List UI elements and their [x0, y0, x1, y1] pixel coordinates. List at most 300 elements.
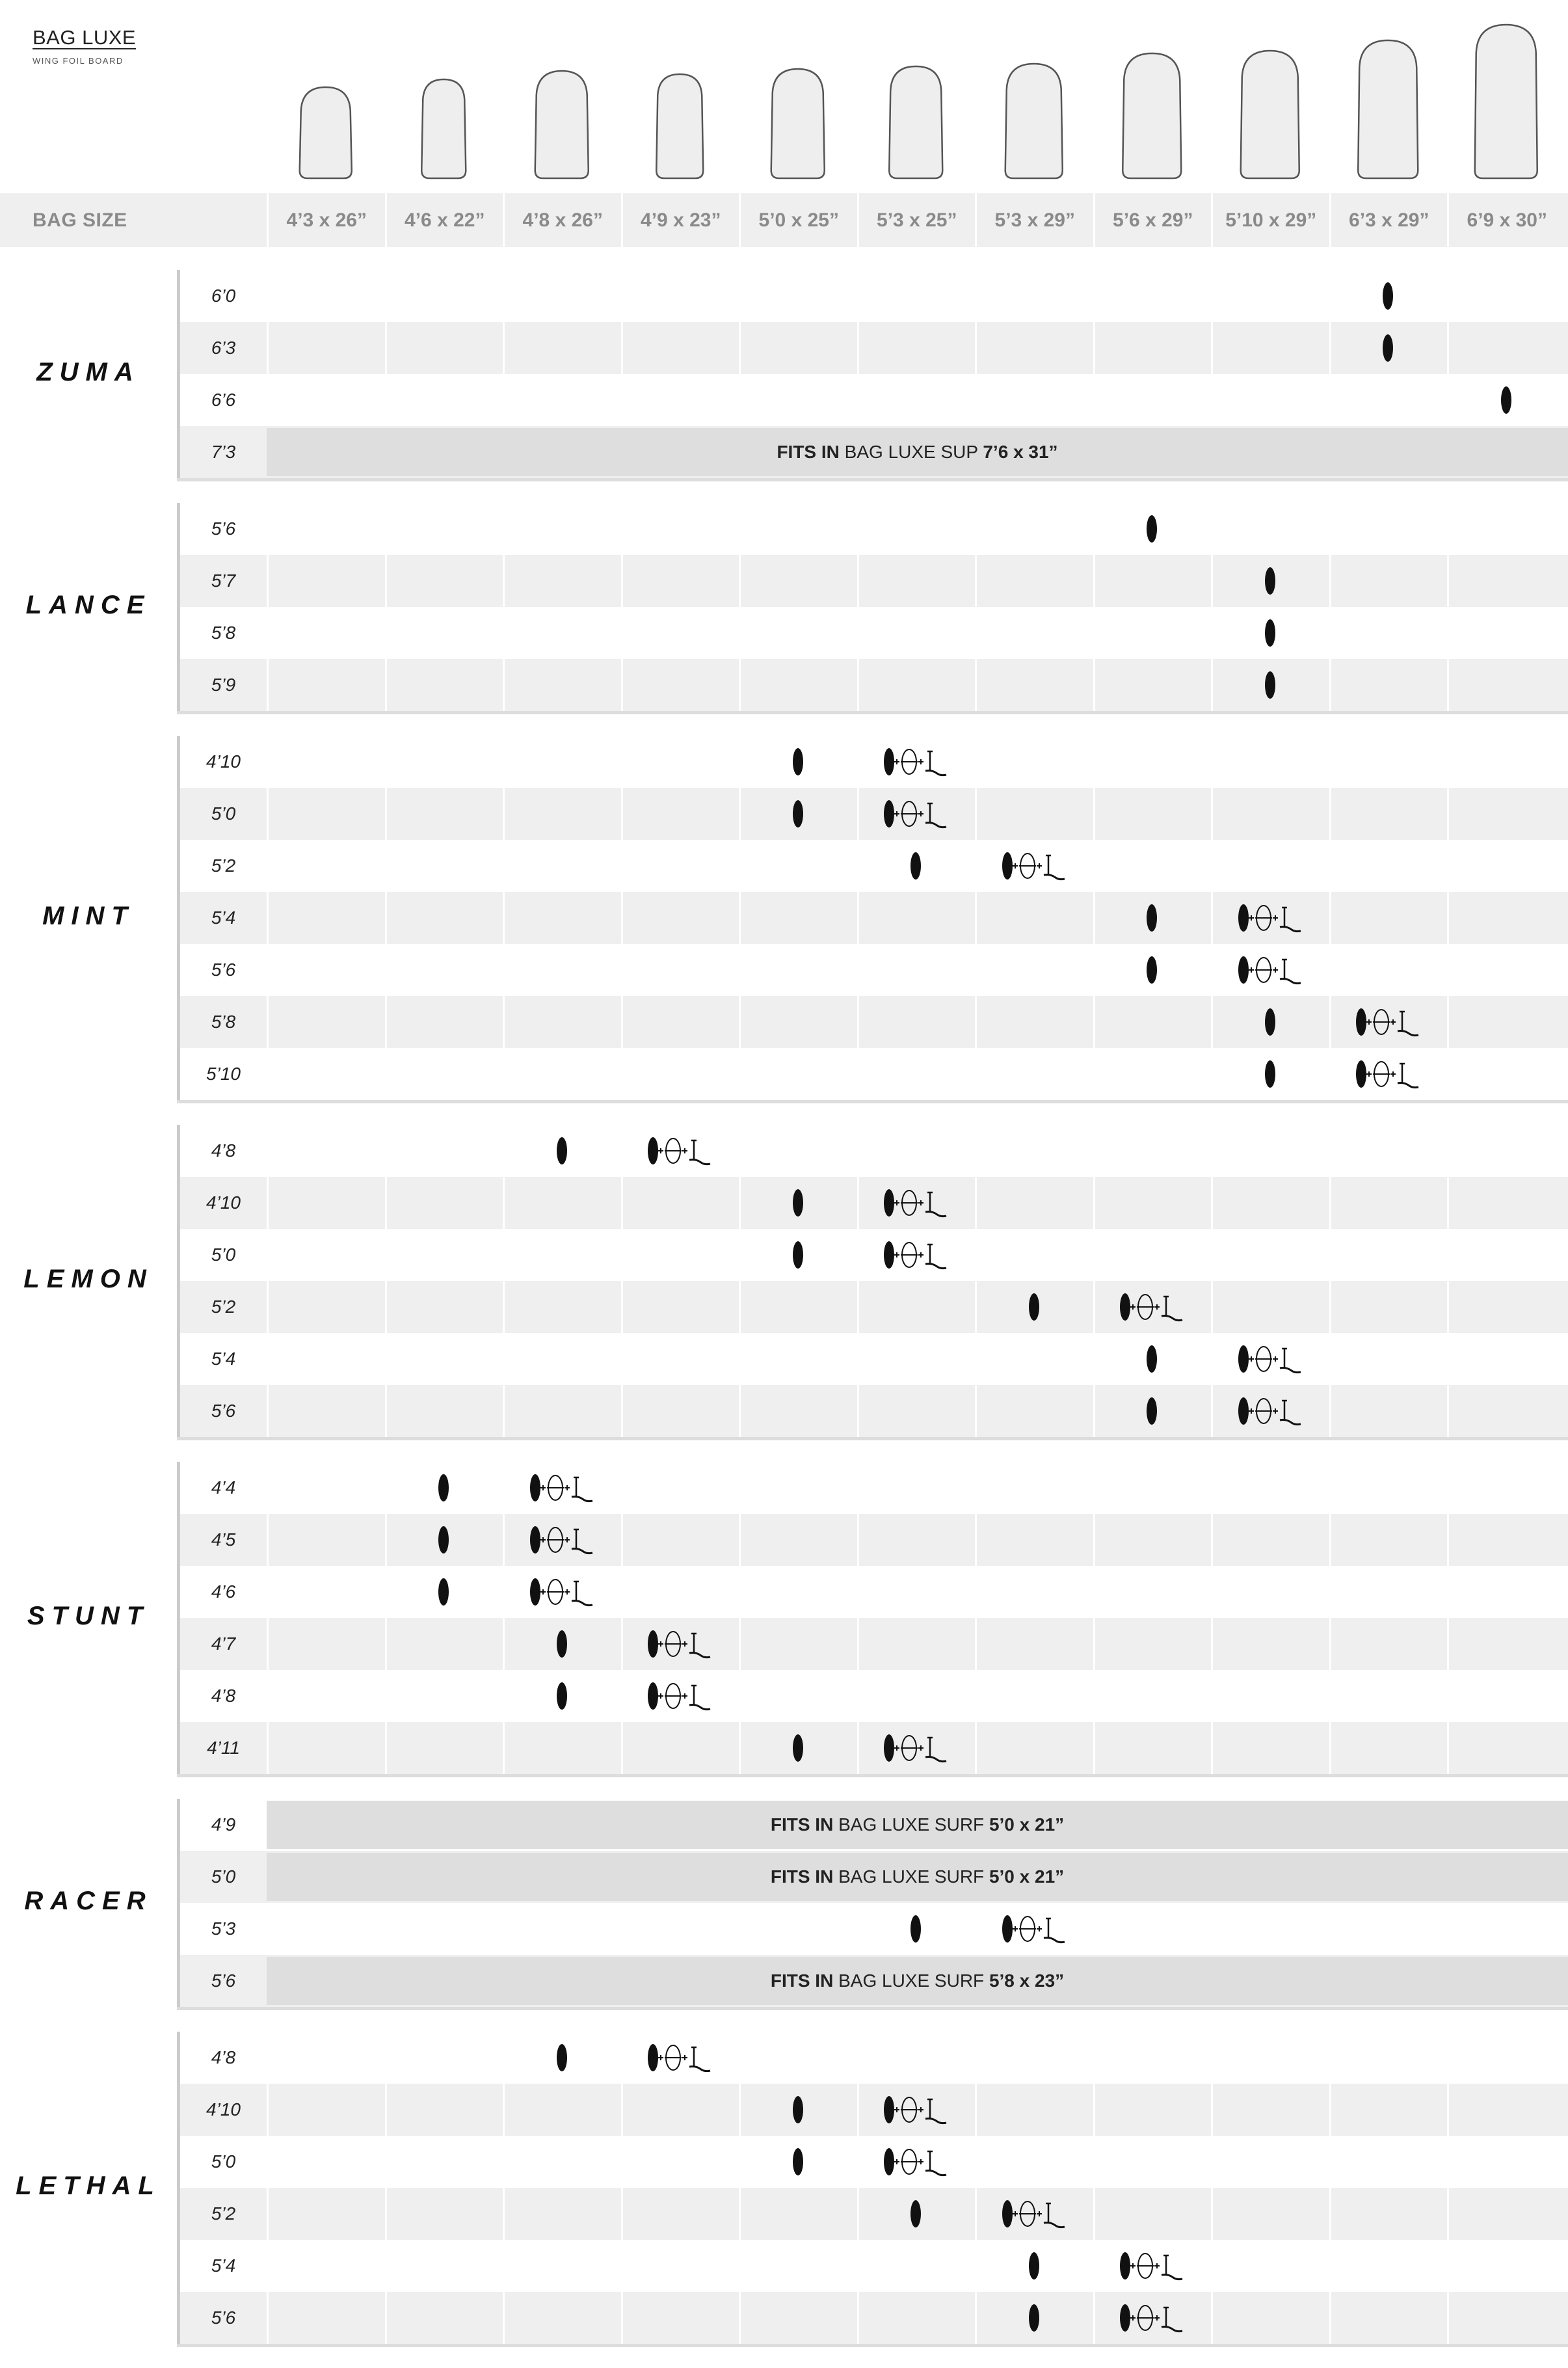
grid-cell [385, 322, 503, 374]
grid-cell [621, 659, 739, 711]
grid-cell [1329, 1722, 1448, 1774]
board-size-label: 6’3 [211, 338, 236, 358]
board-plus-foil-plus-mast-icon [1116, 2240, 1188, 2292]
grid-cell [857, 2292, 976, 2344]
bag-size-header-cell: 4’8 x 26” [503, 193, 621, 247]
grid-cell [267, 892, 385, 944]
grid-cell [739, 996, 857, 1048]
board-icon [1380, 322, 1396, 374]
board-size-label: 5’4 [211, 908, 236, 928]
grid-cell [975, 1125, 1093, 1177]
grid-cell [267, 996, 385, 1048]
table-row [180, 270, 1568, 322]
grid-cell [739, 2188, 857, 2240]
grid-cell [739, 944, 857, 996]
grid-cell [1211, 1903, 1329, 1955]
grid-cell [1447, 1462, 1565, 1514]
bag-outline-2 [421, 79, 466, 178]
board-size-label: 5’4 [211, 1349, 236, 1369]
grid-cell [739, 892, 857, 944]
table-row [180, 736, 1568, 788]
board-plus-foil-plus-mast-icon [526, 1514, 598, 1566]
table-row [180, 944, 1568, 996]
grid-cell [385, 1125, 503, 1177]
grid-cell [857, 607, 976, 659]
grid-cell [621, 1333, 739, 1385]
grid-cell [267, 1125, 385, 1177]
grid-cell [267, 1462, 385, 1514]
grid-cell [385, 2136, 503, 2188]
table-row [180, 1514, 1568, 1566]
grid-cell [621, 944, 739, 996]
grid-cell [267, 1566, 385, 1618]
model-group-divider [177, 2007, 1568, 2010]
grid-cell [503, 892, 621, 944]
table-row [180, 1851, 1568, 1903]
grid-cell [857, 2032, 976, 2084]
grid-cell [1211, 270, 1329, 322]
grid-cell [503, 944, 621, 996]
grid-cell [1211, 1514, 1329, 1566]
model-group-divider [177, 478, 1568, 481]
model-name: STUNT [27, 1602, 150, 1630]
grid-cell [1447, 1385, 1565, 1437]
grid-cell [267, 607, 385, 659]
bag-size-header-cell: 4’3 x 26” [267, 193, 385, 247]
board-size-label: 5’0 [211, 1866, 236, 1887]
grid-cell [267, 503, 385, 555]
board-icon [908, 840, 924, 892]
grid-cell [385, 892, 503, 944]
grid-cell [385, 1903, 503, 1955]
table-row [180, 1722, 1568, 1774]
bag-size-header-cell: 6’9 x 30” [1447, 193, 1565, 247]
grid-cell [857, 555, 976, 607]
grid-cell [621, 607, 739, 659]
grid-cell [1447, 659, 1565, 711]
board-icon [1262, 996, 1278, 1048]
table-row [180, 2240, 1568, 2292]
board-icon [790, 1722, 806, 1774]
model-name: LANCE [25, 591, 152, 619]
grid-cell [503, 1229, 621, 1281]
grid-cell [1211, 1566, 1329, 1618]
board-icon [554, 1670, 570, 1722]
grid-cell [1093, 2188, 1212, 2240]
grid-cell [267, 2032, 385, 2084]
board-icon [908, 2188, 924, 2240]
grid-cell [267, 2084, 385, 2136]
grid-cell [1093, 270, 1212, 322]
grid-cell [1329, 1177, 1448, 1229]
table-row [180, 1048, 1568, 1100]
grid-cell [1447, 1229, 1565, 1281]
grid-cell [1447, 788, 1565, 840]
grid-cell [1093, 736, 1212, 788]
grid-cell [267, 270, 385, 322]
board-icon [1144, 892, 1160, 944]
table-row [180, 1799, 1568, 1851]
board-plus-foil-plus-mast-icon [1352, 996, 1424, 1048]
board-icon [1026, 2240, 1042, 2292]
grid-cell [1447, 607, 1565, 659]
bag-size-header-cell: 4’9 x 23” [621, 193, 739, 247]
grid-cell [385, 607, 503, 659]
grid-cell [503, 555, 621, 607]
grid-cell [975, 2032, 1093, 2084]
grid-cell [1211, 1670, 1329, 1722]
grid-cell [503, 322, 621, 374]
grid-cell [857, 1048, 976, 1100]
model-name: LETHAL [16, 2172, 161, 2200]
table-row [180, 840, 1568, 892]
grid-cell [385, 2032, 503, 2084]
board-size-label: 4’9 [211, 1814, 236, 1835]
grid-cell [621, 1722, 739, 1774]
grid-cell [857, 1462, 976, 1514]
grid-cell [1329, 503, 1448, 555]
grid-cell [1329, 1229, 1448, 1281]
grid-cell [1093, 996, 1212, 1048]
board-plus-foil-plus-mast-icon [644, 1125, 715, 1177]
model-name: ZUMA [36, 358, 140, 386]
grid-cell [1211, 1618, 1329, 1670]
grid-cell [1093, 1514, 1212, 1566]
grid-cell [1329, 944, 1448, 996]
grid-cell [621, 2188, 739, 2240]
grid-cell [739, 1514, 857, 1566]
grid-cell [621, 322, 739, 374]
grid-cell [1093, 1048, 1212, 1100]
grid-cell [739, 374, 857, 426]
model-name: MINT [42, 902, 135, 930]
board-size-label: 4’4 [211, 1477, 236, 1498]
grid-cell [975, 2084, 1093, 2136]
table-row [180, 1462, 1568, 1514]
grid-cell [503, 996, 621, 1048]
board-icon [1026, 1281, 1042, 1333]
grid-cell [1093, 1903, 1212, 1955]
grid-cell [1093, 322, 1212, 374]
grid-cell [621, 1903, 739, 1955]
bag-size-header-cell: 5’3 x 29” [975, 193, 1093, 247]
grid-cell [857, 2240, 976, 2292]
grid-cell [739, 2240, 857, 2292]
bag-size-header [0, 193, 1568, 247]
grid-cell [385, 1722, 503, 1774]
board-size-label: 5’8 [211, 1012, 236, 1032]
grid-cell [739, 270, 857, 322]
model-group-divider [177, 711, 1568, 714]
grid-cell [385, 1229, 503, 1281]
grid-cell [385, 1385, 503, 1437]
grid-cell [1211, 2136, 1329, 2188]
grid-cell [1093, 607, 1212, 659]
board-size-label: 4’8 [211, 1140, 236, 1161]
board-icon [1026, 2292, 1042, 2344]
grid-cell [857, 374, 976, 426]
grid-cell [1093, 1462, 1212, 1514]
grid-cell [621, 2292, 739, 2344]
table-row [180, 1903, 1568, 1955]
board-icon [1498, 374, 1514, 426]
board-size-label: 5’2 [211, 2203, 236, 2224]
board-plus-foil-plus-mast-icon [644, 1618, 715, 1670]
grid-cell [857, 1333, 976, 1385]
grid-cell [1093, 659, 1212, 711]
bag-outline-11 [1475, 25, 1537, 178]
grid-cell [1093, 1618, 1212, 1670]
grid-cell [739, 2292, 857, 2344]
table-row [180, 1670, 1568, 1722]
grid-cell [385, 374, 503, 426]
bag-outline-5 [771, 69, 825, 178]
grid-cell [385, 270, 503, 322]
board-icon [436, 1514, 451, 1566]
board-plus-foil-plus-mast-icon [880, 788, 951, 840]
grid-cell [267, 1281, 385, 1333]
grid-cell [621, 2084, 739, 2136]
grid-cell [739, 555, 857, 607]
board-size-label: 4’5 [211, 1529, 236, 1550]
grid-cell [1329, 1281, 1448, 1333]
grid-cell [1211, 2292, 1329, 2344]
grid-cell [1329, 840, 1448, 892]
grid-cell [1211, 1281, 1329, 1333]
grid-cell [621, 1566, 739, 1618]
grid-cell [739, 503, 857, 555]
grid-cell [503, 1722, 621, 1774]
grid-cell [975, 607, 1093, 659]
board-size-label: 5’7 [211, 571, 236, 591]
board-icon [790, 788, 806, 840]
board-size-label: 5’0 [211, 803, 236, 824]
grid-cell [385, 659, 503, 711]
bag-outline-9 [1241, 51, 1299, 178]
grid-cell [267, 788, 385, 840]
board-plus-foil-plus-mast-icon [880, 1722, 951, 1774]
title-sub: WING FOIL BOARD [33, 56, 124, 66]
grid-cell [503, 788, 621, 840]
grid-cell [1093, 1229, 1212, 1281]
grid-cell [975, 1333, 1093, 1385]
grid-cell [1329, 736, 1448, 788]
board-plus-foil-plus-mast-icon [1116, 1281, 1188, 1333]
grid-cell [621, 270, 739, 322]
board-icon [1262, 659, 1278, 711]
board-icon [554, 1125, 570, 1177]
grid-cell [385, 2084, 503, 2136]
bag-outline-10 [1358, 40, 1418, 178]
board-size-label: 5’6 [211, 960, 236, 980]
grid-cell [503, 1385, 621, 1437]
grid-cell [1447, 2032, 1565, 2084]
grid-cell [267, 1618, 385, 1670]
grid-cell [1447, 1903, 1565, 1955]
board-size-label: 5’0 [211, 1245, 236, 1265]
grid-cell [267, 2292, 385, 2344]
board-icon [908, 1903, 924, 1955]
grid-cell [739, 1670, 857, 1722]
grid-cell [267, 736, 385, 788]
grid-cell [975, 322, 1093, 374]
table-row [180, 1177, 1568, 1229]
table-row [180, 607, 1568, 659]
grid-cell [1447, 2188, 1565, 2240]
grid-cell [1447, 1281, 1565, 1333]
grid-cell [739, 1903, 857, 1955]
grid-cell [857, 996, 976, 1048]
fits-in-bag-name: BAG LUXE SURF [833, 1814, 989, 1835]
grid-cell [975, 1177, 1093, 1229]
grid-cell [621, 1048, 739, 1100]
grid-cell [1093, 1125, 1212, 1177]
fits-in-bag-name: BAG LUXE SURF [833, 1866, 989, 1887]
grid-cell [1447, 1177, 1565, 1229]
grid-cell [503, 2292, 621, 2344]
board-plus-foil-plus-mast-icon [880, 1177, 951, 1229]
model-group-bracket [177, 2032, 180, 2347]
table-row [180, 2032, 1568, 2084]
table-row [180, 1618, 1568, 1670]
grid-cell [1211, 374, 1329, 426]
grid-cell [1447, 996, 1565, 1048]
board-size-label: 7’3 [211, 442, 236, 462]
board-icon [1144, 1385, 1160, 1437]
grid-cell [975, 1618, 1093, 1670]
grid-cell [975, 788, 1093, 840]
grid-cell [621, 2240, 739, 2292]
grid-cell [975, 503, 1093, 555]
board-size-label: 4’7 [211, 1634, 236, 1654]
table-row [180, 1281, 1568, 1333]
grid-cell [621, 1281, 739, 1333]
grid-cell [1447, 1333, 1565, 1385]
board-plus-foil-plus-mast-icon [998, 2188, 1070, 2240]
grid-cell [621, 996, 739, 1048]
grid-cell [1447, 2292, 1565, 2344]
grid-cell [1447, 2136, 1565, 2188]
bag-board-outlines [0, 0, 1568, 193]
grid-cell [739, 1566, 857, 1618]
grid-cell [1211, 2188, 1329, 2240]
model-group-divider [177, 1100, 1568, 1103]
grid-cell [503, 1333, 621, 1385]
grid-cell [1447, 270, 1565, 322]
grid-cell [1211, 788, 1329, 840]
grid-cell [1329, 1618, 1448, 1670]
grid-cell [1329, 374, 1448, 426]
grid-cell [975, 944, 1093, 996]
board-size-label: 5’6 [211, 2307, 236, 2328]
model-group-bracket [177, 736, 180, 1103]
board-size-label: 4’8 [211, 2047, 236, 2067]
grid-cell [267, 2240, 385, 2292]
table-row [180, 2292, 1568, 2344]
grid-cell [503, 1903, 621, 1955]
table-row [180, 322, 1568, 374]
grid-cell [385, 503, 503, 555]
model-name: LEMON [23, 1265, 153, 1293]
grid-cell [1447, 1722, 1565, 1774]
grid-cell [857, 270, 976, 322]
grid-cell [975, 2136, 1093, 2188]
grid-cell [975, 736, 1093, 788]
grid-cell [1211, 1125, 1329, 1177]
grid-cell [621, 503, 739, 555]
grid-cell [503, 2136, 621, 2188]
grid-cell [1093, 840, 1212, 892]
grid-cell [857, 944, 976, 996]
grid-cell [1093, 374, 1212, 426]
grid-cell [1447, 892, 1565, 944]
table-row [180, 1333, 1568, 1385]
board-plus-foil-plus-mast-icon [998, 1903, 1070, 1955]
board-icon [1144, 503, 1160, 555]
model-group-divider [177, 2344, 1568, 2347]
grid-cell [975, 270, 1093, 322]
grid-cell [739, 1281, 857, 1333]
grid-cell [975, 1514, 1093, 1566]
grid-cell [1329, 2136, 1448, 2188]
board-icon [554, 1618, 570, 1670]
grid-cell [267, 1722, 385, 1774]
board-icon [554, 2032, 570, 2084]
board-plus-foil-plus-mast-icon [526, 1566, 598, 1618]
grid-cell [1211, 736, 1329, 788]
grid-cell [739, 322, 857, 374]
board-icon [790, 736, 806, 788]
board-plus-foil-plus-mast-icon [998, 840, 1070, 892]
fits-in-bag-name: BAG LUXE SURF [833, 1971, 989, 1991]
model-name: RACER [24, 1887, 153, 1915]
table-row [180, 1385, 1568, 1437]
board-size-label: 4’10 [206, 1192, 241, 1213]
model-group-divider [177, 1437, 1568, 1440]
grid-cell [975, 1048, 1093, 1100]
grid-cell [739, 659, 857, 711]
grid-cell [621, 1385, 739, 1437]
grid-cell [503, 374, 621, 426]
grid-cell [1329, 1125, 1448, 1177]
board-plus-foil-plus-mast-icon [880, 1229, 951, 1281]
board-size-label: 4’8 [211, 1686, 236, 1706]
grid-cell [503, 1048, 621, 1100]
board-icon [1262, 1048, 1278, 1100]
bag-outline-4 [656, 74, 703, 178]
grid-cell [975, 1670, 1093, 1722]
board-icon [790, 1177, 806, 1229]
board-plus-foil-plus-mast-icon [880, 2136, 951, 2188]
grid-cell [1329, 788, 1448, 840]
table-row [180, 1229, 1568, 1281]
grid-cell [267, 1385, 385, 1437]
fits-in-note: FITS IN BAG LUXE SURF 5’0 x 21” [267, 1853, 1568, 1901]
grid-cell [857, 503, 976, 555]
bag-size-header-cell: 5’10 x 29” [1211, 193, 1329, 247]
grid-cell [267, 659, 385, 711]
table-row [180, 996, 1568, 1048]
grid-cell [739, 1462, 857, 1514]
bag-size-header-cell: 5’3 x 25” [857, 193, 976, 247]
grid-cell [621, 1514, 739, 1566]
fits-in-note: FITS IN BAG LUXE SURF 5’0 x 21” [267, 1801, 1568, 1849]
table-row [180, 2136, 1568, 2188]
grid-cell [857, 322, 976, 374]
grid-cell [1447, 1566, 1565, 1618]
grid-cell [621, 1177, 739, 1229]
table-row [180, 1125, 1568, 1177]
